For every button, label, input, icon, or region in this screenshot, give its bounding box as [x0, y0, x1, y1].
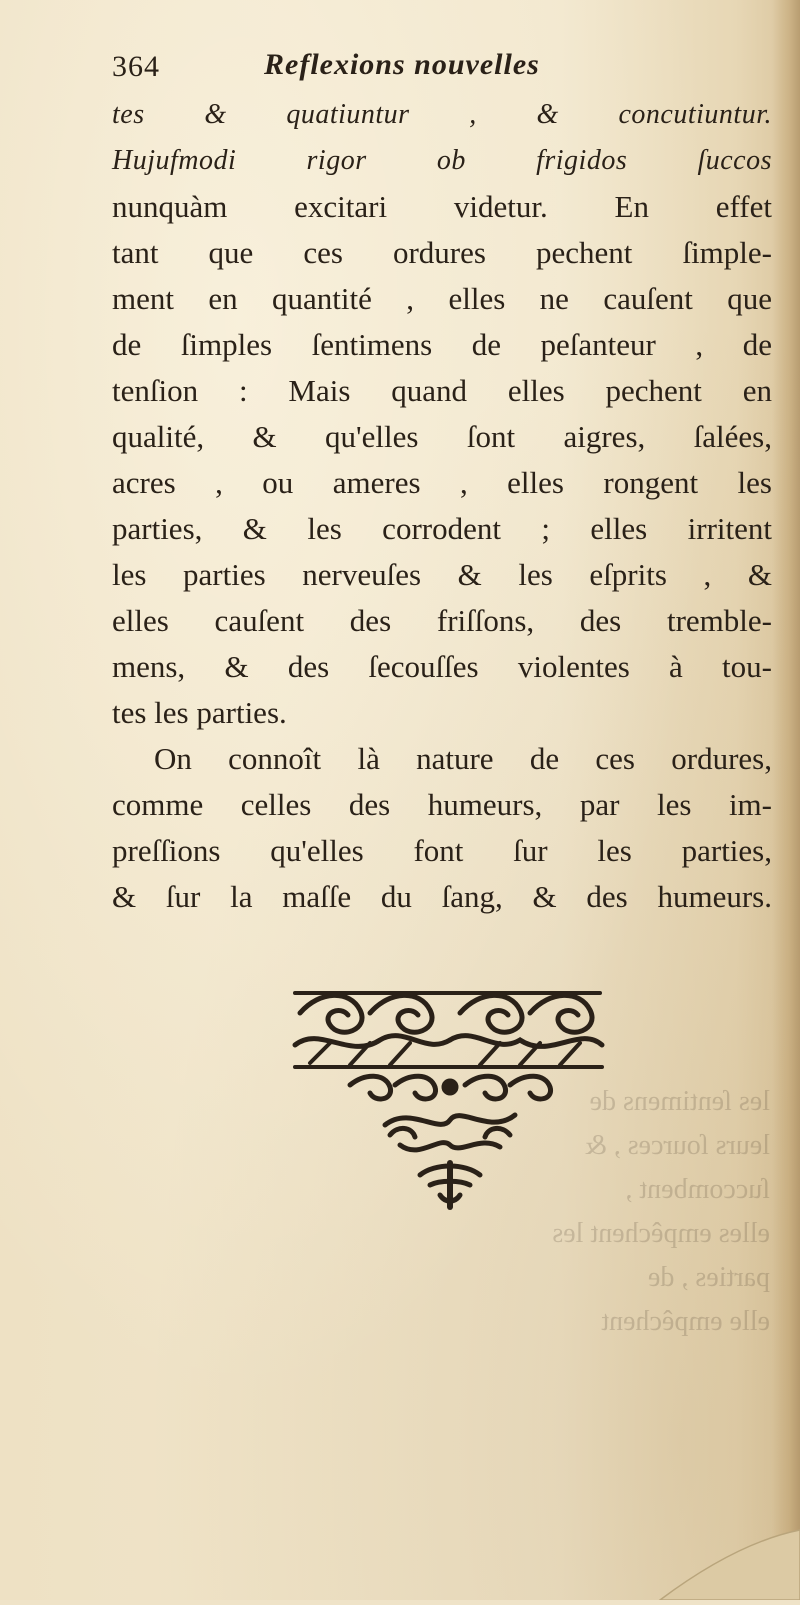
page-edge-shadow	[772, 0, 800, 1600]
text-line: elles cauſent des friſſons, des tremble-	[112, 603, 772, 638]
text-line: mens, & des ſecouſſes violentes à tou-	[112, 649, 772, 684]
text-line: acres , ou ameres , elles rongent les	[112, 465, 772, 500]
text-line: parties, & les corrodent ; elles irritent	[112, 511, 772, 546]
text-line: tes les parties.	[112, 695, 287, 730]
text-line: nunquàm excitari videtur. En effet	[112, 189, 772, 224]
text-line: les parties nerveuſes & les eſprits , &	[112, 557, 772, 592]
body-text	[112, 92, 772, 920]
text-line: & ſur la maſſe du ſang, & des humeurs.	[112, 879, 772, 914]
page-corner-curl	[620, 1510, 800, 1600]
text-line: tenſion : Mais quand elles pechent en	[112, 373, 772, 408]
text-line: Hujufmodi rigor ob frigidos ſuccos	[112, 145, 772, 176]
bleed-through-text: les ſentimens de leurs ſources , & ſuccombent , elles empêchent les parties , de elle empêchent	[552, 1086, 770, 1337]
page-header	[112, 48, 712, 88]
page-number: 364	[112, 50, 160, 83]
text-line: comme celles des humeurs, par les im-	[112, 787, 772, 822]
text-line: preſſions qu'elles font ſur les parties,	[112, 833, 772, 868]
text-line: tant que ces ordures pechent ſimple-	[112, 235, 772, 270]
paragraph-start-line: On connoît là nature de ces ordures,	[154, 741, 772, 776]
text-line: tes & quatiuntur , & concutiuntur.	[112, 99, 772, 130]
running-head: Reflexions nouvelles	[264, 48, 540, 81]
text-line: ment en quantité , elles ne cauſent que	[112, 281, 772, 316]
text-line: qualité, & qu'elles ſont aigres, ſalées,	[112, 419, 772, 454]
text-line: de ſimples ſentimens de peſanteur , de	[112, 327, 772, 362]
